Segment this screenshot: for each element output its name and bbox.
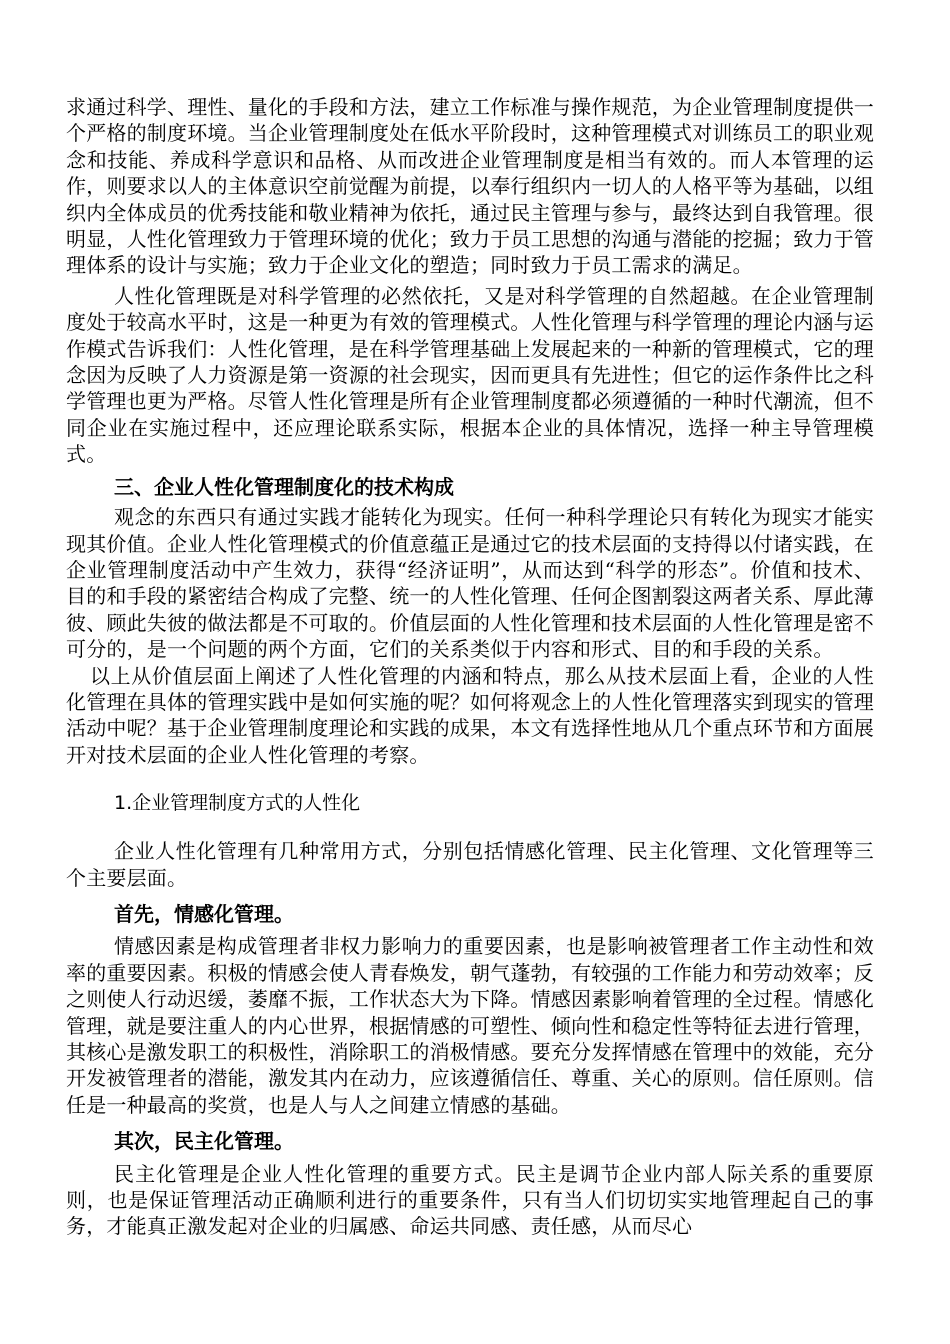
paragraph-5: 企业人性化管理有几种常用方式，分别包括情感化管理、民主化管理、文化管理等三个主要层面。 [66, 839, 874, 890]
subheading-emotional-management: 首先，情感化管理。 [114, 901, 294, 926]
paragraph-2: 人性化管理既是对科学管理的必然依托，又是对科学管理的自然超越。在企业管理制度处于较高水平时，这是一种更为有效的管理模式。人性化管理与科学管理的理论内涵与运作模式告诉我们：人性化管理，是在科学管理基础上发展起来的一种新的管理模式，它的理念因为反映了人力资源是第一资源的社会现实，因而更具有先进性；但它的运作条件比之科学管理也更为严格。尽管人性化管理是所有企业管理制度都必须遵循的一种时代潮流，但不同企业在实施过程中，还应理论联系实际，根据本企业的具体情况，选择一种主导管理模式。 [66, 283, 874, 467]
paragraph-1: 求通过科学、理性、量化的手段和方法，建立工作标准与操作规范，为企业管理制度提供一个严格的制度环境。当企业管理制度处在低水平阶段时，这种管理模式对训练员工的职业观念和技能、养成科学意识和品格、从而改进企业管理制度是相当有效的。而人本管理的运作，则要求以人的主体意识空前觉醒为前提，以奉行组织内一切人的人格平等为基础，以组织内全体成员的优秀技能和敬业精神为依托，通过民主管理与参与，最终达到自我管理。很明显，人性化管理致力于管理环境的优化；致力于员工思想的沟通与潜能的挖掘；致力于管理体系的设计与实施；致力于企业文化的塑造；同时致力于员工需求的满足。 [66, 95, 874, 278]
numbered-subheading-1: 1.企业管理制度方式的人性化 [114, 792, 361, 815]
section-heading-3: 三、企业人性化管理制度化的技术构成 [114, 474, 454, 499]
document-page [66, 94, 874, 1240]
subheading-democratic-management: 其次，民主化管理。 [114, 1129, 294, 1154]
paragraph-3: 观念的东西只有通过实践才能转化为现实。任何一种科学理论只有转化为现实才能实现其价值。企业人性化管理模式的价值意蕴正是通过它的技术层面的支持得以付诸实践，在企业管理制度活动中产生效力，获得“经济证明”，从而达到“科学的形态”。价值和技术、目的和手段的紧密结合构成了完整、统一的人性化管理、任何企图割裂这两者关系、厚此薄彼、顾此失彼的做法都是不可取的。价值层面的人性化管理和技术层面的人性化管理是密不可分的，是一个问题的两个方面，它们的关系类似于内容和形式、目的和手段的关系。 [66, 505, 874, 662]
paragraph-7: 民主化管理是企业人性化管理的重要方式。民主是调节企业内部人际关系的重要原则，也是保证管理活动正确顺利进行的重要条件，只有当人们切切实实地管理起自己的事务，才能真正激发起对企业的归属感、命运共同感、责任感，从而尽心 [66, 1161, 874, 1239]
paragraph-6: 情感因素是构成管理者非权力影响力的重要因素，也是影响被管理者工作主动性和效率的重要因素。积极的情感会使人青春焕发，朝气蓬勃，有较强的工作能力和劳动效率；反之则使人行动迟缓，萎靡不振，工作状态大为下降。情感因素影响着管理的全过程。情感化管理，就是要注重人的内心世界，根据情感的可塑性、倾向性和稳定性等特征去进行管理，其核心是激发职工的积极性，消除职工的消极情感。要充分发挥情感在管理中的效能，充分开发被管理者的潜能，激发其内在动力，应该遵循信任、尊重、关心的原则。信任原则。信任是一种最高的奖赏，也是人与人之间建立情感的基础。 [66, 934, 874, 1117]
paragraph-4: 以上从价值层面上阐述了人性化管理的内涵和特点，那么从技术层面上看，企业的人性化管理在具体的管理实践中是如何实施的呢？如何将观念上的人性化管理落实到现实的管理活动中呢？基于企业管理制度理论和实践的成果，本文有选择性地从几个重点环节和方面展开对技术层面的企业人性化管理的考察。 [66, 663, 874, 767]
